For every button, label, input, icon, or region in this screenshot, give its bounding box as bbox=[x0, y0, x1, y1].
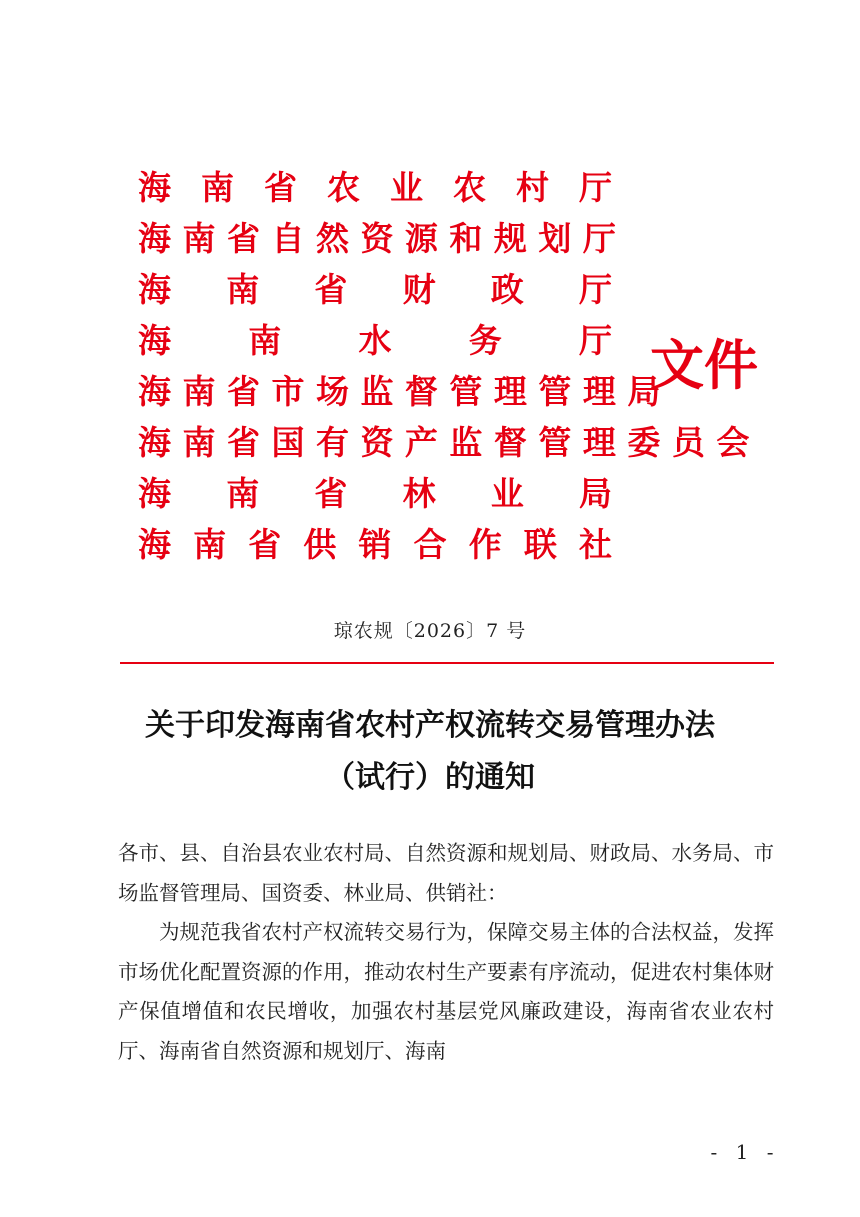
issuer-line: 海 南 省 市 场 监 督 管 理 管 理 局 bbox=[138, 372, 661, 411]
red-divider bbox=[120, 662, 774, 664]
document-label: 文件 bbox=[650, 333, 758, 397]
body-paragraph: 为规范我省农村产权流转交易行为，保障交易主体的合法权益，发挥市场优化配置资源的作用，推动农村生产要素有序流动，促进农村集体财产保值增值和农民增收，加强农村基层党风廉政建设，海南省农业农村厅、海南省自然资源和规划厅、海南 bbox=[118, 920, 774, 1063]
document-body bbox=[118, 834, 774, 1071]
issuer-line: 海 南 省 供 销 合 作 联 社 bbox=[138, 525, 612, 564]
recipients-paragraph: 各市、县、自治县农业农村局、自然资源和规划局、财政局、水务局、市场监督管理局、国资委、林业局、供销社： bbox=[118, 841, 774, 905]
title-line-1: 关于印发海南省农村产权流转交易管理办法 bbox=[145, 708, 715, 743]
issuer-line: 海 南 省 农 业 农 村 厅 bbox=[138, 168, 612, 207]
issuer-line: 海 南 省 林 业 局 bbox=[138, 474, 612, 513]
document-title bbox=[80, 700, 780, 804]
issuer-line: 海 南 省 财 政 厅 bbox=[138, 270, 612, 309]
issuer-line: 海 南 省 自 然 资 源 和 规 划 厅 bbox=[138, 219, 616, 258]
issuer-line: 海 南 水 务 厅 bbox=[138, 321, 612, 360]
issuer-line: 海 南 省 国 有 资 产 监 督 管 理 委 员 会 bbox=[138, 423, 750, 462]
title-line-2: （试行）的通知 bbox=[325, 760, 535, 795]
document-number: 琼农规〔2026〕7 号 bbox=[333, 620, 527, 642]
page-number: - 1 - bbox=[710, 1140, 780, 1164]
